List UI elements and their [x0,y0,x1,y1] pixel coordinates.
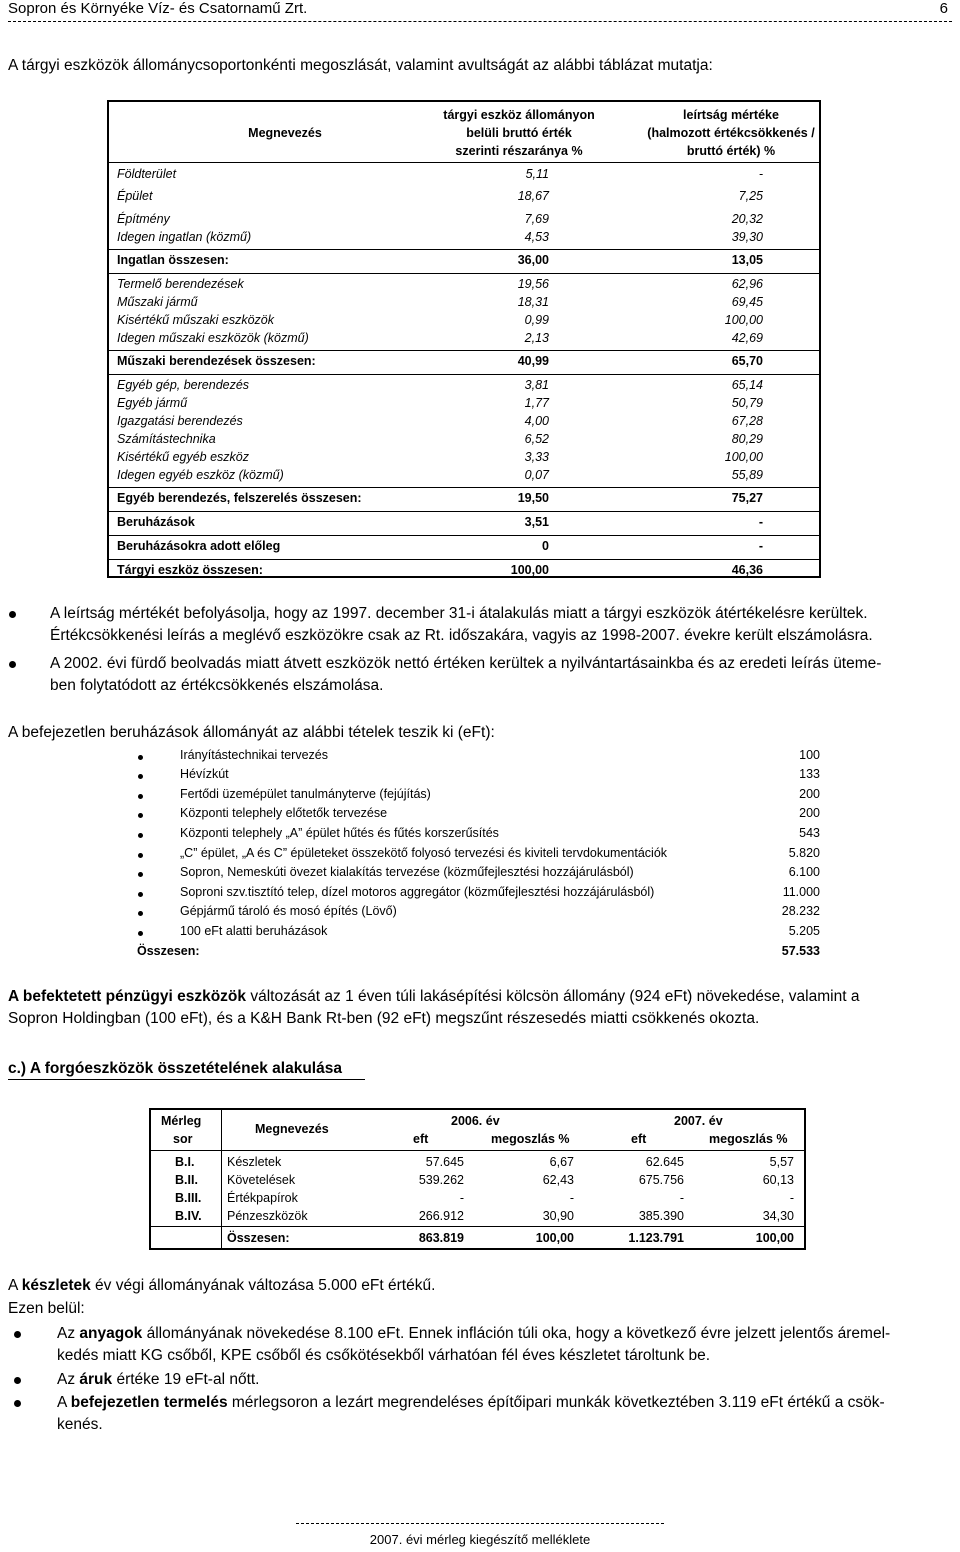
cell-label: Építmény [117,212,170,226]
investment-value: 543 [799,826,820,840]
row-separator [109,487,819,488]
stock-l1c: év végi állományának változása 5.000 eFt értékű. [90,1277,436,1294]
cell-label: Kisértékű egyéb eszköz [117,450,250,464]
financial-assets-paragraph [8,986,952,1030]
b2c: értéke 19 eFt-al nőtt. [112,1371,260,1388]
note-2-line2: ben folytatódott az értékcsökkenés elszámolása. [50,677,384,694]
cell-share: 0,99 [524,313,549,327]
bullet [138,794,143,799]
investment-value: 28.232 [781,904,820,918]
t2-cell-eft07: 385.390 [638,1209,684,1223]
cell-share: 4,53 [524,230,549,244]
bullet [138,813,143,818]
cell-label: Földterület [117,167,177,181]
bullet [138,853,143,858]
cell-depr: 100,00 [724,450,763,464]
col-header-share [409,106,629,160]
cell-share: 3,51 [524,515,549,529]
cell-share: 18,31 [517,295,549,309]
t2-total-p07: 100,00 [755,1231,794,1245]
t2-cell-eft07: - [679,1191,684,1205]
b1b: anyagok [79,1325,143,1342]
b1d: kedés miatt KG csőből, KPE csőből és csőkötésekből várhatóan fél éves készletet tároltunk be. [57,1347,711,1364]
bullet [14,1377,21,1384]
table-row [117,252,811,269]
cell-label: Beruházások [117,515,195,529]
t2-h-eft07: eft [631,1132,647,1146]
bullet [9,611,16,618]
investment-label: Fertődi üzemépület tanulmányterve (fejújítás) [180,787,431,801]
cell-share: 7,69 [524,212,549,226]
cell-depr: 62,96 [731,277,763,291]
production-note [57,1392,885,1436]
row-separator [109,559,819,560]
cell-depr: 20,32 [731,212,763,226]
bullet [138,755,143,760]
company-name: Sopron és Környéke Víz- és Csatornamű Zrt. [8,0,308,17]
t2-cell-name: Értékpapírok [227,1191,298,1205]
investment-label: Központi telephely előtetők tervezése [180,806,388,820]
cell-label: Műszaki jármű [117,295,198,309]
asset-table [107,100,821,578]
row-separator [109,350,819,351]
cell-depr: 100,00 [724,313,763,327]
cell-label: Épület [117,189,153,203]
investment-label: Központi telephely „A” épület hűtés és fűtés korszerűsítés [180,826,499,840]
bullet [138,872,143,877]
b1a: Az [57,1325,80,1342]
cell-share: 6,52 [524,432,549,446]
bullet [138,892,143,897]
b3d: kenés. [57,1416,103,1433]
cell-depr: - [758,515,763,529]
fin-bold: A befektetett pénzügyi eszközök [8,988,247,1005]
b3c: mérlegsoron a lezárt megrendeléses építőipari munkák következtében 3.119 eFt értékű a csök- [227,1394,885,1411]
stock-l1a: A [8,1277,22,1294]
bullet [14,1331,21,1338]
t2-cell-name: Készletek [227,1155,282,1169]
t2-cell-sor: B.I. [175,1155,195,1169]
cell-label: Beruházásokra adott előleg [117,539,281,553]
share-h1: tárgyi eszköz állományon [443,108,595,122]
cell-depr: 75,27 [731,491,763,505]
table-row [117,294,811,311]
t2-cell-p06: 6,67 [549,1155,574,1169]
cell-share: 0 [542,539,549,553]
t2-cell-eft07: 675.756 [638,1173,684,1187]
cell-depr: 65,70 [731,354,763,368]
cell-share: 3,81 [524,378,549,392]
investment-label: 100 eFt alatti beruházások [180,924,328,938]
t2-cell-sor: B.II. [175,1173,198,1187]
table-row [117,276,811,293]
note-2-line1: A 2002. évi fürdő beolvadás miatt átvett eszközök nettó értéken kerültek a nyilvántartásainkba és az eredeti leírás üteme- [50,655,882,672]
col-header-name: Megnevezés [248,126,322,140]
share-h3: szerinti részaránya % [455,144,583,158]
investment-value: 5.205 [788,924,820,938]
cell-share: 100,00 [510,563,549,577]
table-row [117,431,811,448]
t2-h-2007: 2007. év [674,1114,723,1128]
investment-label: Gépjármű tároló és mosó építés (Lövő) [180,904,397,918]
investment-value: 11.000 [782,885,820,899]
investments-intro: A befejezetlen beruházások állományát az alábbi tételek teszik ki (eFt): [8,724,495,741]
cell-label: Egyéb berendezés, felszerelés összesen: [117,491,362,505]
cell-label: Tárgyi eszköz összesen: [117,563,263,577]
header-line [109,162,819,163]
bullet [14,1400,21,1407]
cell-share: 3,33 [524,450,549,464]
cell-label: Idegen műszaki eszközök (közmű) [117,331,309,345]
t2-cell-eft06: - [459,1191,464,1205]
table-row [117,211,811,228]
row-separator [109,535,819,536]
stock-change [8,1275,435,1297]
cell-depr: 46,36 [731,563,763,577]
table-row [117,377,811,394]
t2-total-eft06: 863.819 [418,1231,464,1245]
t2-cell-p06: 62,43 [542,1173,574,1187]
table-row [117,538,811,555]
cell-depr: 67,28 [731,414,763,428]
cell-label: Idegen ingatlan (közmű) [117,230,252,244]
share-h2: belüli bruttó érték [466,126,572,140]
cell-depr: 50,79 [731,396,763,410]
table-row [117,562,811,579]
note-1-line1: A leírtság mértékét befolyásolja, hogy az 1997. december 31-i átalakulás miatt a tárgyi eszközök átértékelésre kerültek. [50,605,868,622]
stock-l1b: készletek [21,1277,91,1294]
header-divider [8,21,952,22]
investment-value: 200 [799,806,820,820]
table-row [117,395,811,412]
footer-divider [296,1523,664,1524]
t2-cell-p07: 5,57 [769,1155,794,1169]
b1c: állományának növekedése 8.100 eFt. Ennek infláción túli oka, hogy a következő évre jelzett jelentős áremel- [142,1325,891,1342]
page-number: 6 [939,0,948,17]
table-row [117,514,811,531]
cell-share: 18,67 [517,189,549,203]
t2-h-sor2: sor [173,1132,193,1146]
stock-within: Ezen belül: [8,1300,85,1317]
bullet [9,661,16,668]
cell-share: 19,56 [517,277,549,291]
cell-label: Műszaki berendezések összesen: [117,354,316,368]
table-row [117,467,811,484]
cell-label: Kisértékű műszaki eszközök [117,313,275,327]
b2b: áruk [79,1371,113,1388]
cell-share: 5,11 [525,167,549,181]
section-c-title: c.) A forgóeszközök összetételének alakulása [8,1060,342,1077]
b3b: befejezetlen termelés [70,1394,228,1411]
cell-depr: - [758,167,763,181]
cell-label: Igazgatási berendezés [117,414,243,428]
row-separator [109,273,819,274]
t2-h-eft06: eft [413,1132,429,1146]
cell-depr: 7,25 [738,189,763,203]
cell-label: Egyéb jármű [117,396,188,410]
table-row [117,312,811,329]
cell-share: 4,00 [524,414,549,428]
cell-share: 1,77 [524,396,549,410]
t2-cell-eft06: 57.645 [425,1155,464,1169]
footer-text: 2007. évi mérleg kiegészítő melléklete [369,1532,591,1547]
table-row [117,413,811,430]
fin-line2: Sopron Holdingban (100 eFt), és a K&H Bank Rt-ben (92 eFt) megszűnt részesedés miatti csökkenés okozta. [8,1010,760,1027]
t2-total-eft07: 1.123.791 [628,1231,684,1245]
note-1-line2: Értékcsökkenési leírás a meglévő eszközökre csak az Rt. időszakára, vagyis az 1998-2007. évekre került elszámolásra. [50,627,873,644]
t2-cell-name: Pénzeszközök [227,1209,308,1223]
investment-value: 5.820 [788,846,820,860]
current-assets-table [149,1108,806,1250]
note-1 [50,603,873,647]
table-row [117,188,811,205]
table-row [117,330,811,347]
investment-label: Sopron, Nemeskúti övezet kialakítás tervezése (közműfejlesztési hozzájárulásból) [180,865,634,879]
b3a: A [57,1394,71,1411]
bullet [138,931,143,936]
t2-vline [221,1110,222,1248]
goods-note [57,1369,259,1391]
investment-label: Hévízkút [180,767,229,781]
cell-label: Termelő berendezések [117,277,244,291]
cell-share: 36,00 [517,253,549,267]
cell-label: Ingatlan összesen: [117,253,229,267]
row-separator [109,511,819,512]
row-separator [109,249,819,250]
investment-value: 133 [799,767,820,781]
investment-value: 100 [799,748,820,762]
table-row [117,353,811,370]
section-c-underline [8,1079,365,1080]
t2-total-name: Összesen: [227,1231,290,1245]
cell-depr: 69,45 [731,295,763,309]
table-row [117,490,811,507]
cell-depr: 13,05 [731,253,763,267]
materials-note [57,1323,890,1367]
b2a: Az [57,1371,80,1388]
cell-depr: - [758,539,763,553]
cell-label: Egyéb gép, berendezés [117,378,250,392]
table-row [117,229,811,246]
t2-cell-eft06: 266.912 [418,1209,464,1223]
investment-label: Soproni szv.tisztító telep, dízel motoros aggregátor (közműfejlesztési hozzájárulásból) [180,885,655,899]
t2-cell-name: Követelések [227,1173,296,1187]
cell-depr: 80,29 [731,432,763,446]
investment-value: 6.100 [788,865,820,879]
cell-share: 40,99 [517,354,549,368]
cell-depr: 55,89 [731,468,763,482]
t2-total-line [151,1226,804,1227]
t2-cell-eft06: 539.262 [418,1173,464,1187]
t2-h-2006: 2006. év [451,1114,500,1128]
table-row [117,449,811,466]
t2-cell-p07: 60,13 [762,1173,794,1187]
depr-h3: bruttó érték) % [686,144,776,158]
depr-h2: (halmozott értékcsökkenés / [647,126,815,140]
fin-rest: változását az 1 éven túli lakásépítési kölcsön állomány (924 eFt) növekedése, valamint a [246,988,860,1005]
t2-h-megosz07: megoszlás % [709,1132,788,1146]
t2-cell-p07: - [789,1191,794,1205]
cell-depr: 39,30 [731,230,763,244]
bullet [138,774,143,779]
cell-label: Számítástechnika [117,432,216,446]
t2-cell-p06: - [569,1191,574,1205]
t2-total-p06: 100,00 [535,1231,574,1245]
cell-share: 0,07 [524,468,549,482]
investment-value: 200 [799,787,820,801]
cell-share: 2,13 [524,331,549,345]
investments-total-value: 57.533 [781,944,820,958]
intro-text: A tárgyi eszközök állománycsoportonkénti megoszlását, valamint avultságát az alábbi táblázat mutatja: [8,57,713,74]
t2-header-line [151,1150,804,1151]
cell-share: 19,50 [517,491,549,505]
investment-label: „C” épület, „A és C” épületeket összekötő folyosó tervezési és kiviteli tervdokumentációk [180,846,668,860]
row-separator [109,374,819,375]
col-header-depr [621,106,841,160]
investment-label: Irányítástechnikai tervezés [180,748,328,762]
note-2 [50,653,881,697]
t2-cell-sor: B.III. [175,1191,202,1205]
t2-cell-p07: 34,30 [762,1209,794,1223]
investments-total-label: Összesen: [137,944,200,958]
t2-h-name: Megnevezés [255,1122,329,1136]
depr-h1: leírtság mértéke [683,108,779,122]
t2-h-megosz06: megoszlás % [491,1132,570,1146]
t2-cell-eft07: 62.645 [645,1155,684,1169]
cell-label: Idegen egyéb eszköz (közmű) [117,468,284,482]
table-row [117,166,811,183]
bullet [138,911,143,916]
t2-cell-sor: B.IV. [175,1209,202,1223]
cell-depr: 65,14 [731,378,763,392]
t2-h-sor1: Mérleg [161,1114,202,1128]
bullet [138,833,143,838]
t2-cell-p06: 30,90 [542,1209,574,1223]
cell-depr: 42,69 [731,331,763,345]
